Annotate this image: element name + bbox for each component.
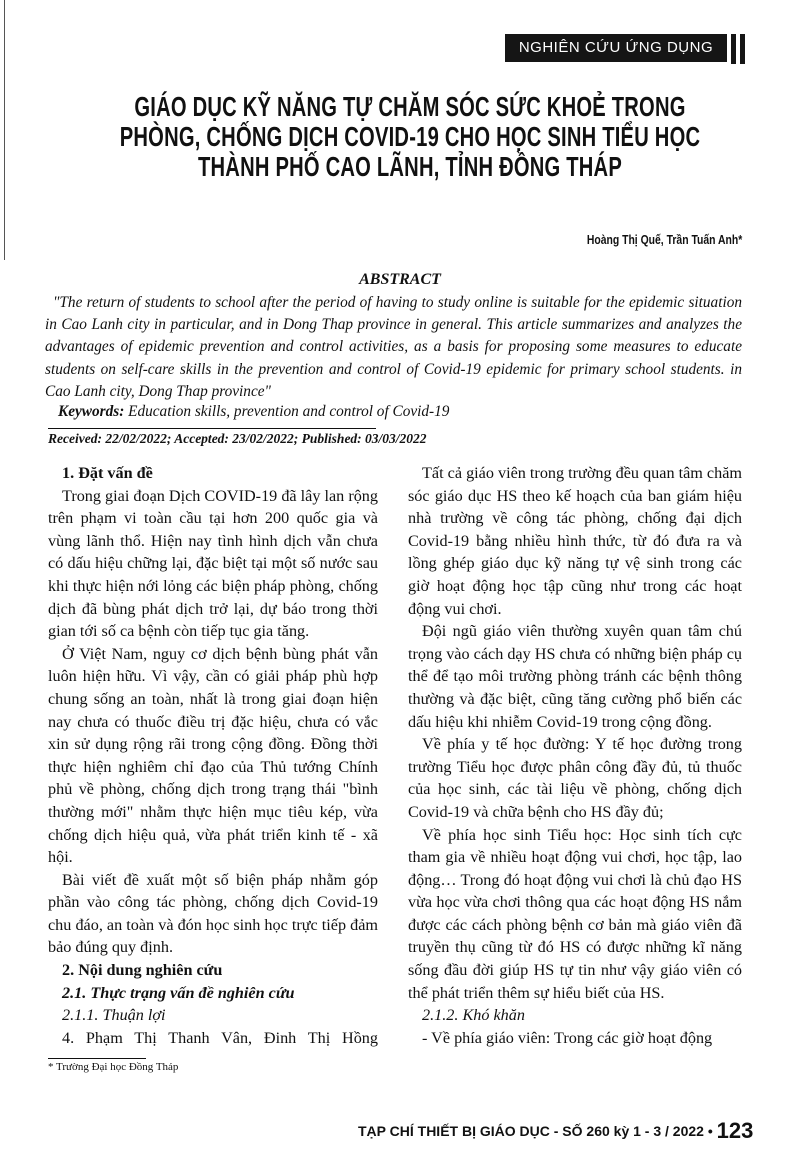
paragraph: Về phía học sinh Tiểu học: Học sinh tích cực tham gia về nhiều hoạt động vui chơi, học tập, lao động… Trong đó hoạt động vui chơi là chủ đạo HS vừa học vừa chơi thông qua các hoạt động HS nắm được các cách phòng bệnh cơ bản mà giáo viên đã truyền thụ cũng từ đó HS có được những kĩ năng sống đầu đời giúp HS tự tin như vậy giáo viên có thể phát triển thêm sự hiểu biết của HS. bbox=[408, 825, 742, 1002]
title-line: GIÁO DỤC KỸ NĂNG TỰ CHĂM SÓC SỨC KHOẺ TRONG bbox=[134, 91, 686, 122]
paragraph: Bài viết đề xuất một số biện pháp nhằm góp phần vào công tác phòng, chống dịch Covid-19 chu đáo, an toàn và đón học sinh học trực tiếp đảm bảo đúng quy định. bbox=[48, 870, 378, 957]
subsubsection-heading: 2.1.2. Khó khăn bbox=[422, 1006, 525, 1025]
paragraph: Tất cả giáo viên trong trường đều quan tâm chăm sóc giáo dục HS theo kế hoạch của ban giám hiệu nhà trường về công tác phòng, chống đại dịch Covid-19 bằng nhiều hình thức, từ đó đưa ra và lồng ghép giáo dục kỹ năng tự vệ sinh trong các giờ hoạt động học tập cũng như trong các hoạt động vui chơi. bbox=[408, 464, 742, 618]
title-line: PHÒNG, CHỐNG DỊCH COVID-19 CHO HỌC SINH TIỂU HỌC bbox=[119, 121, 701, 152]
paragraph: Ở Việt Nam, nguy cơ dịch bệnh bùng phát vẫn luôn hiện hữu. Vì vậy, cần có giải pháp phù hợp chung sống an toàn, nhất là trong giai đoạn hiện nay chưa có thuốc điều trị đặc hiệu, chưa có vắc xin sử dụng rộng rãi trong cộng đồng. Đồng thời thực hiện nghiêm chỉ đạo của Thủ tướng Chính phủ về phòng, chống dịch trong trạng thái "bình thường mới" nhằm thực hiện mục tiêu kép, vừa chống dịch hiệu quả, vừa phát triển kinh tế - xã hội. bbox=[48, 644, 378, 867]
subsubsection-heading: 2.1.1. Thuận lợi bbox=[62, 1006, 166, 1025]
footnote-divider bbox=[48, 1058, 146, 1059]
authors: Hoàng Thị Quế, Trần Tuấn Anh* bbox=[586, 232, 742, 247]
title-line: THÀNH PHỐ CAO LÃNH, TỈNH ĐỒNG THÁP bbox=[198, 151, 622, 182]
paragraph: Về phía y tế học đường: Y tế học đường trong trường Tiểu học được phân công đầy đủ, tủ thuốc của học sinh, các tài liệu về phòng, chống dịch Covid-19 và chữa bệnh cho HS đầy đủ; bbox=[408, 735, 742, 821]
paragraph: 4. Phạm Thị Thanh Vân, Đinh Thị Hồng bbox=[62, 1028, 378, 1047]
left-column bbox=[48, 462, 378, 1049]
keywords-label: Keywords: bbox=[58, 403, 125, 420]
section-heading: 1. Đặt vấn đề bbox=[62, 464, 153, 482]
badge-bar bbox=[731, 34, 736, 64]
bullet-icon: • bbox=[703, 1123, 717, 1139]
section-badge: NGHIÊN CỨU ỨNG DỤNG bbox=[505, 34, 727, 62]
keywords bbox=[58, 403, 449, 421]
abstract-heading: ABSTRACT bbox=[359, 271, 441, 288]
article-title bbox=[0, 92, 800, 182]
badge-bar bbox=[740, 34, 745, 64]
journal-name: TẠP CHÍ THIẾT BỊ GIÁO DỤC - SỐ 260 kỳ 1 - 3 / 2022 bbox=[358, 1123, 704, 1139]
paragraph: Trong giai đoạn Dịch COVID-19 đã lây lan rộng trên phạm vi toàn cầu tại hơn 200 quốc gia và vùng lãnh thổ. Hiện nay tình hình dịch vẫn chưa có dấu hiệu chững lại, đặc biệt tại một số nước sau khi thực hiện nới lỏng các biện pháp phòng, chống dịch đã bùng phát dịch trở lại, dự báo trong thời gian tới số ca bệnh còn tiếp tục gia tăng. bbox=[48, 486, 378, 641]
publication-dates: Received: 22/02/2022; Accepted: 23/02/2022; Published: 03/03/2022 bbox=[48, 431, 427, 446]
right-column bbox=[408, 462, 742, 1049]
paragraph: Đội ngũ giáo viên thường xuyên quan tâm chú trọng vào cách dạy HS chưa có những biện pháp cụ thể để tạo môi trường phòng tránh các bệnh thông thường và đặc biệt, cũng tăng cường phổ biến các dấu hiệu khi nhiễm Covid-19 trong cộng đồng. bbox=[408, 622, 743, 731]
paragraph: - Về phía giáo viên: Trong các giờ hoạt động bbox=[422, 1028, 713, 1047]
keywords-text: Education skills, prevention and control of Covid-19 bbox=[124, 403, 450, 420]
subsection-heading: 2.1. Thực trạng vấn đề nghiên cứu bbox=[62, 983, 295, 1002]
footnote: * Trường Đại học Đồng Tháp bbox=[48, 1061, 179, 1073]
section-heading: 2. Nội dung nghiên cứu bbox=[62, 961, 223, 980]
abstract-text: "The return of students to school after the period of having to study online is suitable for the epidemic situation in Cao Lanh city in particular, and in Dong Thap province in general. This article summarizes and analyzes the advantages of epidemic prevention and control activities, as a basis for proposing some measures to educate students on self-care skills in the prevention and control of Covid-19 epidemic for primary school students. in Cao Lanh city, Dong Thap province" bbox=[45, 294, 742, 400]
page-footer bbox=[358, 1118, 753, 1144]
divider bbox=[48, 428, 376, 429]
page-number: 123 bbox=[716, 1118, 754, 1143]
